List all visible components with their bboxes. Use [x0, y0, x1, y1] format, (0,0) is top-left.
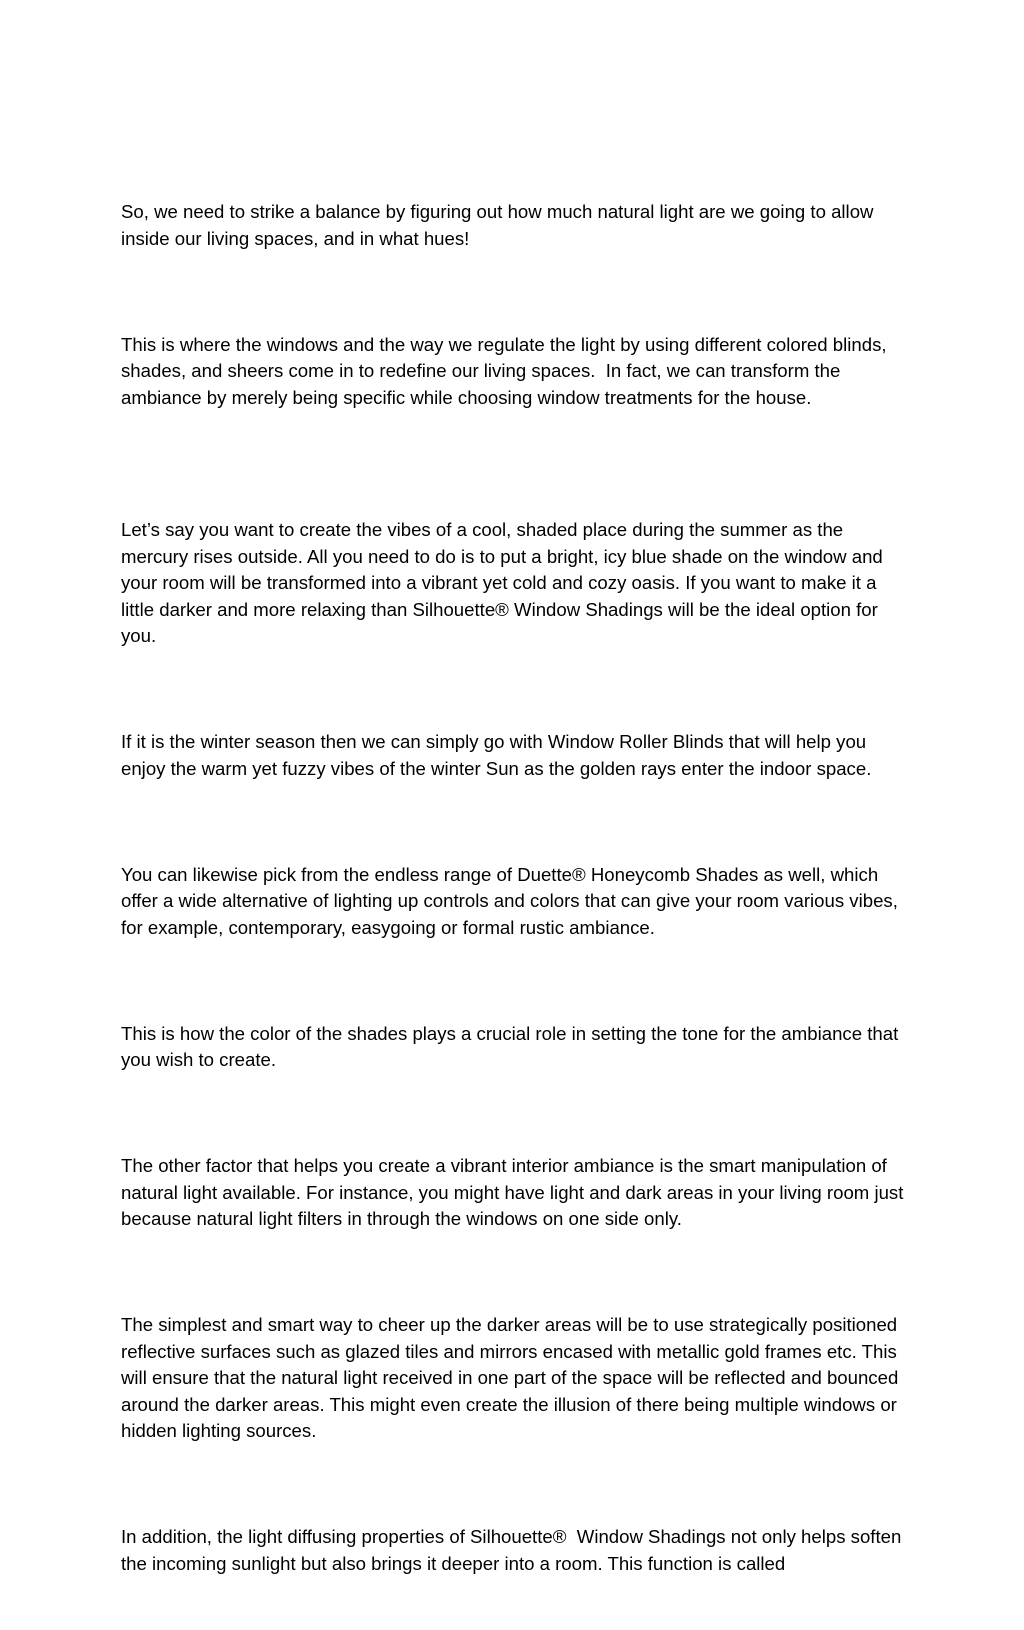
paragraph: This is where the windows and the way we regulate the light by using different colored blinds, shades, and sheers come in to redefine our living spaces. In fact, we can transform the ambiance by merely being specific while choosing window treatments for the house.	[121, 333, 892, 408]
paragraph: You can likewise pick from the endless range of Duette® Honeycomb Shades as well, which offer a wide alternative of lighting up controls and colors that can give your room various vibes, for example, contemporary, easygoing or formal rustic ambiance.	[121, 863, 904, 938]
document-body	[121, 146, 911, 1630]
paragraph: The simplest and smart way to cheer up the darker areas will be to use strategically positioned reflective surfaces such as glazed tiles and mirrors encased with metallic gold frames etc. This will ensure that the natural light received in one part of the space will be reflected and bounced around the darker areas. This might even create the illusion of there being multiple windows or hidden lighting sources.	[121, 1314, 904, 1441]
paragraph: Let’s say you want to create the vibes of a cool, shaded place during the summer as the mercury rises outside. All you need to do is to put a bright, icy blue shade on the window and your room will be transformed into a vibrant yet cold and cozy oasis. If you want to make it a little darker and more relaxing than Silhouette® Window Shadings will be the ideal option for you.	[121, 519, 888, 646]
paragraph: So, we need to strike a balance by figuring out how much natural light are we going to allow inside our living spaces, and in what hues!	[121, 201, 879, 249]
paragraph: If it is the winter season then we can simply go with Window Roller Blinds that will help you enjoy the warm yet fuzzy vibes of the winter Sun as the golden rays enter the indoor space.	[121, 731, 872, 779]
paragraph: In addition, the light diffusing properties of Silhouette® Window Shadings not only helps soften the incoming sunlight but also brings it deeper into a room. This function is called	[121, 1526, 907, 1574]
paragraph: The other factor that helps you create a vibrant interior ambiance is the smart manipulation of natural light available. For instance, you might have light and dark areas in your living room just because natural light filters in through the windows on one side only.	[121, 1155, 909, 1229]
paragraph: This is how the color of the shades plays a crucial role in setting the tone for the ambiance that you wish to create.	[121, 1022, 904, 1070]
